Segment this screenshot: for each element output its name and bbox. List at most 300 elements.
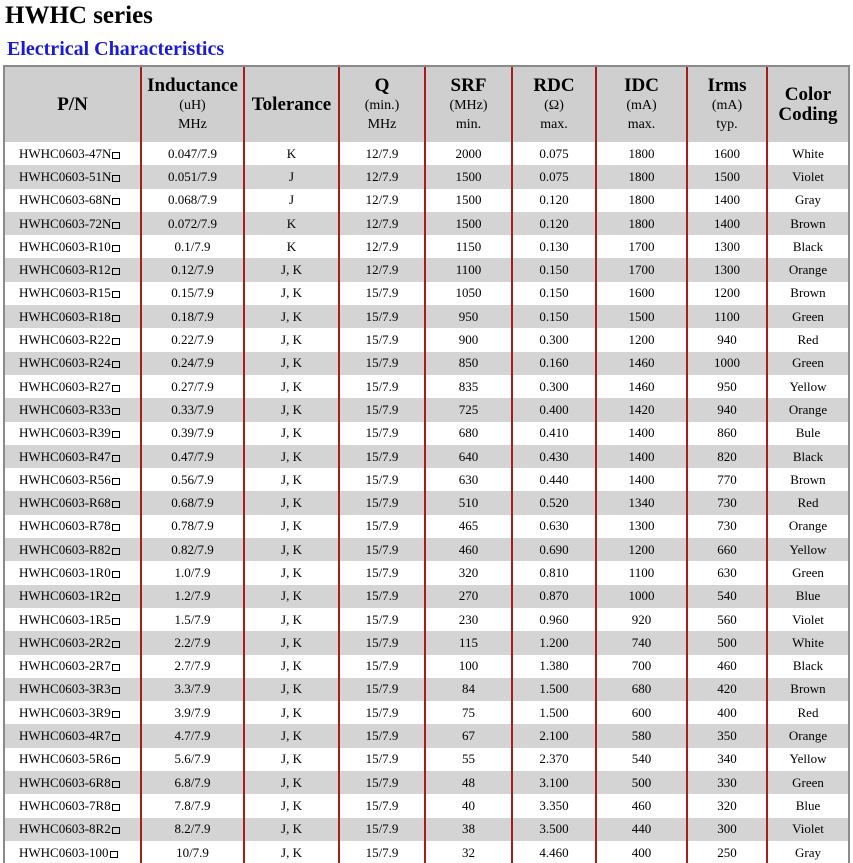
irms-cell: 820: [687, 445, 767, 468]
irms-cell: 320: [687, 794, 767, 817]
srf-cell: 48: [425, 771, 512, 794]
inductance-cell: 0.072/7.9: [141, 212, 244, 235]
box-glyph-icon: [112, 594, 120, 601]
idc-cell: 400: [596, 841, 687, 863]
q-cell: 15/7.9: [339, 352, 425, 375]
table-row: [5, 165, 848, 188]
irms-cell: 770: [687, 468, 767, 491]
pn-cell: [5, 212, 141, 235]
table-row: [5, 748, 848, 771]
header-rdc: RDC (Ω) max.: [512, 67, 596, 142]
rdc-cell: 0.150: [512, 258, 596, 281]
box-glyph-icon: [112, 664, 120, 671]
tolerance-cell: J, K: [244, 305, 339, 328]
irms-cell: 250: [687, 841, 767, 863]
irms-cell: 1300: [687, 258, 767, 281]
srf-cell: 680: [425, 422, 512, 445]
srf-cell: 320: [425, 561, 512, 584]
idc-cell: 1400: [596, 445, 687, 468]
tolerance-cell: J, K: [244, 282, 339, 305]
irms-cell: 1000: [687, 352, 767, 375]
box-glyph-icon: [112, 385, 120, 392]
q-cell: 15/7.9: [339, 305, 425, 328]
tolerance-cell: J: [244, 189, 339, 212]
irms-cell: 460: [687, 655, 767, 678]
box-glyph-icon: [112, 431, 120, 438]
rdc-cell: 0.075: [512, 165, 596, 188]
rdc-cell: 0.430: [512, 445, 596, 468]
pn-cell: [5, 375, 141, 398]
q-cell: 15/7.9: [339, 445, 425, 468]
color-coding-cell: Yellow: [767, 538, 848, 561]
irms-cell: 730: [687, 515, 767, 538]
table-row: [5, 538, 848, 561]
q-cell: 12/7.9: [339, 165, 425, 188]
tolerance-cell: J, K: [244, 701, 339, 724]
box-glyph-icon: [112, 827, 120, 834]
inductance-cell: 2.7/7.9: [141, 655, 244, 678]
inductance-cell: 0.068/7.9: [141, 189, 244, 212]
inductance-cell: 0.047/7.9: [141, 142, 244, 165]
q-cell: 15/7.9: [339, 328, 425, 351]
tolerance-cell: J, K: [244, 561, 339, 584]
srf-cell: 270: [425, 585, 512, 608]
pn-cell: [5, 398, 141, 421]
tolerance-cell: J, K: [244, 724, 339, 747]
color-coding-cell: Orange: [767, 515, 848, 538]
table-row: [5, 771, 848, 794]
srf-cell: 115: [425, 631, 512, 654]
srf-cell: 230: [425, 608, 512, 631]
idc-cell: 700: [596, 655, 687, 678]
table-row: [5, 445, 848, 468]
tolerance-cell: J, K: [244, 585, 339, 608]
pn-cell: [5, 235, 141, 258]
part-number: HWHC0603-68N: [19, 192, 112, 208]
q-cell: 15/7.9: [339, 398, 425, 421]
part-number: HWHC0603-R24: [19, 355, 111, 371]
color-coding-cell: Brown: [767, 678, 848, 701]
inductance-cell: 0.78/7.9: [141, 515, 244, 538]
header-tolerance: Tolerance: [244, 67, 339, 142]
rdc-cell: 0.870: [512, 585, 596, 608]
pn-cell: [5, 142, 141, 165]
color-coding-cell: Green: [767, 352, 848, 375]
idc-cell: 1460: [596, 375, 687, 398]
part-number: HWHC0603-3R9: [19, 704, 111, 720]
box-glyph-icon: [112, 711, 120, 718]
inductance-cell: 3.3/7.9: [141, 678, 244, 701]
idc-cell: 600: [596, 701, 687, 724]
color-coding-cell: Black: [767, 445, 848, 468]
tolerance-cell: J, K: [244, 491, 339, 514]
inductance-cell: 8.2/7.9: [141, 818, 244, 841]
box-glyph-icon: [112, 268, 120, 275]
part-number: HWHC0603-R10: [19, 238, 111, 254]
idc-cell: 1800: [596, 189, 687, 212]
idc-cell: 1400: [596, 468, 687, 491]
tolerance-cell: J, K: [244, 422, 339, 445]
q-cell: 15/7.9: [339, 585, 425, 608]
box-glyph-icon: [112, 618, 120, 625]
idc-cell: 1700: [596, 258, 687, 281]
srf-cell: 55: [425, 748, 512, 771]
part-number: HWHC0603-1R0: [19, 564, 111, 580]
srf-cell: 725: [425, 398, 512, 421]
q-cell: 15/7.9: [339, 701, 425, 724]
pn-cell: [5, 258, 141, 281]
q-cell: 15/7.9: [339, 724, 425, 747]
inductance-cell: 4.7/7.9: [141, 724, 244, 747]
q-cell: 15/7.9: [339, 771, 425, 794]
irms-cell: 730: [687, 491, 767, 514]
idc-cell: 1300: [596, 515, 687, 538]
part-number: HWHC0603-R33: [19, 401, 111, 417]
tolerance-cell: J, K: [244, 818, 339, 841]
srf-cell: 84: [425, 678, 512, 701]
idc-cell: 1340: [596, 491, 687, 514]
pn-cell: [5, 491, 141, 514]
header-pn: P/N: [5, 67, 141, 142]
q-cell: 15/7.9: [339, 515, 425, 538]
header-inductance: Inductance (uH) MHz: [141, 67, 244, 142]
box-glyph-icon: [112, 152, 120, 159]
part-number: HWHC0603-R56: [19, 471, 111, 487]
pn-cell: [5, 422, 141, 445]
rdc-cell: 0.120: [512, 212, 596, 235]
box-glyph-icon: [112, 524, 120, 531]
idc-cell: 920: [596, 608, 687, 631]
srf-cell: 1050: [425, 282, 512, 305]
srf-cell: 465: [425, 515, 512, 538]
tolerance-cell: J, K: [244, 794, 339, 817]
table-row: [5, 235, 848, 258]
tolerance-cell: J, K: [244, 678, 339, 701]
srf-cell: 630: [425, 468, 512, 491]
irms-cell: 340: [687, 748, 767, 771]
box-glyph-icon: [112, 781, 120, 788]
idc-cell: 440: [596, 818, 687, 841]
idc-cell: 1100: [596, 561, 687, 584]
q-cell: 15/7.9: [339, 561, 425, 584]
color-coding-cell: Orange: [767, 398, 848, 421]
table-row: [5, 142, 848, 165]
tolerance-cell: J, K: [244, 538, 339, 561]
srf-cell: 835: [425, 375, 512, 398]
part-number: HWHC0603-R78: [19, 518, 111, 534]
idc-cell: 1460: [596, 352, 687, 375]
idc-cell: 1800: [596, 212, 687, 235]
table-row: [5, 328, 848, 351]
part-number: HWHC0603-2R2: [19, 634, 111, 650]
pn-cell: [5, 771, 141, 794]
q-cell: 12/7.9: [339, 258, 425, 281]
part-number: HWHC0603-3R3: [19, 681, 111, 697]
rdc-cell: 3.100: [512, 771, 596, 794]
part-number: HWHC0603-51N: [19, 168, 112, 184]
box-glyph-icon: [112, 804, 120, 811]
part-number: HWHC0603-8R2: [19, 821, 111, 837]
table-row: [5, 212, 848, 235]
q-cell: 12/7.9: [339, 142, 425, 165]
box-glyph-icon: [112, 291, 120, 298]
pn-cell: [5, 841, 141, 863]
idc-cell: 680: [596, 678, 687, 701]
part-number: HWHC0603-R39: [19, 425, 111, 441]
srf-cell: 67: [425, 724, 512, 747]
pn-cell: [5, 538, 141, 561]
part-number: HWHC0603-R27: [19, 378, 111, 394]
color-coding-cell: Yellow: [767, 375, 848, 398]
rdc-cell: 2.100: [512, 724, 596, 747]
table-row: [5, 422, 848, 445]
q-cell: 12/7.9: [339, 212, 425, 235]
idc-cell: 1200: [596, 328, 687, 351]
q-cell: 15/7.9: [339, 375, 425, 398]
rdc-cell: 0.150: [512, 282, 596, 305]
pn-cell: [5, 585, 141, 608]
part-number: HWHC0603-47N: [19, 145, 112, 161]
rdc-cell: 0.960: [512, 608, 596, 631]
box-glyph-icon: [112, 571, 120, 578]
color-coding-cell: Orange: [767, 724, 848, 747]
srf-cell: 510: [425, 491, 512, 514]
irms-cell: 1100: [687, 305, 767, 328]
q-cell: 15/7.9: [339, 655, 425, 678]
box-glyph-icon: [112, 757, 120, 764]
irms-cell: 560: [687, 608, 767, 631]
pn-cell: [5, 468, 141, 491]
idc-cell: 1800: [596, 142, 687, 165]
color-coding-cell: Green: [767, 771, 848, 794]
irms-cell: 500: [687, 631, 767, 654]
rdc-cell: 0.440: [512, 468, 596, 491]
idc-cell: 1700: [596, 235, 687, 258]
table-row: [5, 724, 848, 747]
idc-cell: 580: [596, 724, 687, 747]
rdc-cell: 0.300: [512, 375, 596, 398]
part-number: HWHC0603-1R5: [19, 611, 111, 627]
color-coding-cell: Blue: [767, 585, 848, 608]
rdc-cell: 3.350: [512, 794, 596, 817]
inductance-cell: 6.8/7.9: [141, 771, 244, 794]
part-number: HWHC0603-6R8: [19, 774, 111, 790]
color-coding-cell: Violet: [767, 165, 848, 188]
q-cell: 15/7.9: [339, 282, 425, 305]
color-coding-cell: White: [767, 142, 848, 165]
idc-cell: 740: [596, 631, 687, 654]
pn-cell: [5, 445, 141, 468]
table-body: [5, 142, 848, 863]
tolerance-cell: J, K: [244, 515, 339, 538]
color-coding-cell: Brown: [767, 468, 848, 491]
q-cell: 12/7.9: [339, 189, 425, 212]
rdc-cell: 0.520: [512, 491, 596, 514]
tolerance-cell: J, K: [244, 655, 339, 678]
inductance-cell: 5.6/7.9: [141, 748, 244, 771]
inductance-cell: 0.27/7.9: [141, 375, 244, 398]
inductance-cell: 0.39/7.9: [141, 422, 244, 445]
inductance-cell: 1.2/7.9: [141, 585, 244, 608]
rdc-cell: 0.300: [512, 328, 596, 351]
rdc-cell: 0.130: [512, 235, 596, 258]
rdc-cell: 1.380: [512, 655, 596, 678]
q-cell: 15/7.9: [339, 678, 425, 701]
irms-cell: 400: [687, 701, 767, 724]
pn-cell: [5, 794, 141, 817]
color-coding-cell: Yellow: [767, 748, 848, 771]
part-number: HWHC0603-R15: [19, 285, 111, 301]
pn-cell: [5, 818, 141, 841]
box-glyph-icon: [112, 175, 120, 182]
color-coding-cell: Orange: [767, 258, 848, 281]
spec-table: [5, 67, 848, 863]
box-glyph-icon: [110, 851, 118, 858]
color-coding-cell: Brown: [767, 282, 848, 305]
tolerance-cell: J, K: [244, 841, 339, 863]
irms-cell: 950: [687, 375, 767, 398]
part-number: HWHC0603-4R7: [19, 728, 111, 744]
box-glyph-icon: [112, 687, 120, 694]
irms-cell: 940: [687, 398, 767, 421]
rdc-cell: 4.460: [512, 841, 596, 863]
pn-cell: [5, 561, 141, 584]
table-row: [5, 258, 848, 281]
pn-cell: [5, 515, 141, 538]
srf-cell: 40: [425, 794, 512, 817]
srf-cell: 1500: [425, 165, 512, 188]
rdc-cell: 0.690: [512, 538, 596, 561]
irms-cell: 1400: [687, 189, 767, 212]
rdc-cell: 0.410: [512, 422, 596, 445]
srf-cell: 38: [425, 818, 512, 841]
pn-cell: [5, 631, 141, 654]
electrical-characteristics-table: [3, 65, 850, 863]
tolerance-cell: J, K: [244, 748, 339, 771]
part-number: HWHC0603-2R7: [19, 658, 111, 674]
header-q: Q (min.) MHz: [339, 67, 425, 142]
part-number: HWHC0603-R82: [19, 541, 111, 557]
color-coding-cell: Black: [767, 655, 848, 678]
color-coding-cell: Green: [767, 561, 848, 584]
srf-cell: 2000: [425, 142, 512, 165]
pn-cell: [5, 724, 141, 747]
srf-cell: 1150: [425, 235, 512, 258]
rdc-cell: 2.370: [512, 748, 596, 771]
pn-cell: [5, 165, 141, 188]
q-cell: 12/7.9: [339, 235, 425, 258]
color-coding-cell: Red: [767, 701, 848, 724]
inductance-cell: 0.47/7.9: [141, 445, 244, 468]
box-glyph-icon: [112, 198, 120, 205]
part-number: HWHC0603-R47: [19, 448, 111, 464]
tolerance-cell: J, K: [244, 445, 339, 468]
tolerance-cell: J, K: [244, 375, 339, 398]
table-row: [5, 794, 848, 817]
tolerance-cell: J, K: [244, 258, 339, 281]
idc-cell: 1400: [596, 422, 687, 445]
pn-cell: [5, 655, 141, 678]
rdc-cell: 1.500: [512, 701, 596, 724]
irms-cell: 1600: [687, 142, 767, 165]
tolerance-cell: J: [244, 165, 339, 188]
color-coding-cell: Violet: [767, 818, 848, 841]
table-row: [5, 305, 848, 328]
pn-cell: [5, 282, 141, 305]
tolerance-cell: J, K: [244, 468, 339, 491]
inductance-cell: 0.1/7.9: [141, 235, 244, 258]
irms-cell: 350: [687, 724, 767, 747]
inductance-cell: 1.0/7.9: [141, 561, 244, 584]
part-number: HWHC0603-7R8: [19, 797, 111, 813]
section-subtitle: Electrical Characteristics: [7, 38, 225, 60]
irms-cell: 330: [687, 771, 767, 794]
table-row: [5, 818, 848, 841]
idc-cell: 540: [596, 748, 687, 771]
inductance-cell: 0.56/7.9: [141, 468, 244, 491]
box-glyph-icon: [112, 455, 120, 462]
inductance-cell: 0.82/7.9: [141, 538, 244, 561]
color-coding-cell: Blue: [767, 794, 848, 817]
irms-cell: 1400: [687, 212, 767, 235]
rdc-cell: 3.500: [512, 818, 596, 841]
srf-cell: 1500: [425, 212, 512, 235]
tolerance-cell: J, K: [244, 771, 339, 794]
inductance-cell: 2.2/7.9: [141, 631, 244, 654]
rdc-cell: 0.075: [512, 142, 596, 165]
color-coding-cell: Gray: [767, 189, 848, 212]
inductance-cell: 0.15/7.9: [141, 282, 244, 305]
table-row: [5, 515, 848, 538]
inductance-cell: 0.051/7.9: [141, 165, 244, 188]
irms-cell: 540: [687, 585, 767, 608]
irms-cell: 940: [687, 328, 767, 351]
part-number: HWHC0603-5R6: [19, 751, 111, 767]
idc-cell: 460: [596, 794, 687, 817]
page-title: HWHC series: [5, 2, 153, 29]
color-coding-cell: Bule: [767, 422, 848, 445]
inductance-cell: 0.12/7.9: [141, 258, 244, 281]
table-row: [5, 841, 848, 863]
irms-cell: 630: [687, 561, 767, 584]
table-row: [5, 655, 848, 678]
idc-cell: 1200: [596, 538, 687, 561]
inductance-cell: 1.5/7.9: [141, 608, 244, 631]
srf-cell: 460: [425, 538, 512, 561]
rdc-cell: 0.400: [512, 398, 596, 421]
q-cell: 15/7.9: [339, 538, 425, 561]
table-row: [5, 468, 848, 491]
rdc-cell: 1.500: [512, 678, 596, 701]
inductance-cell: 10/7.9: [141, 841, 244, 863]
table-row: [5, 608, 848, 631]
inductance-cell: 0.24/7.9: [141, 352, 244, 375]
q-cell: 15/7.9: [339, 748, 425, 771]
irms-cell: 1300: [687, 235, 767, 258]
srf-cell: 100: [425, 655, 512, 678]
idc-cell: 1600: [596, 282, 687, 305]
table-row: [5, 282, 848, 305]
tolerance-cell: K: [244, 235, 339, 258]
header-row: [5, 67, 848, 142]
table-row: [5, 352, 848, 375]
box-glyph-icon: [112, 222, 120, 229]
pn-cell: [5, 189, 141, 212]
idc-cell: 1800: [596, 165, 687, 188]
irms-cell: 1500: [687, 165, 767, 188]
tolerance-cell: K: [244, 142, 339, 165]
q-cell: 15/7.9: [339, 818, 425, 841]
